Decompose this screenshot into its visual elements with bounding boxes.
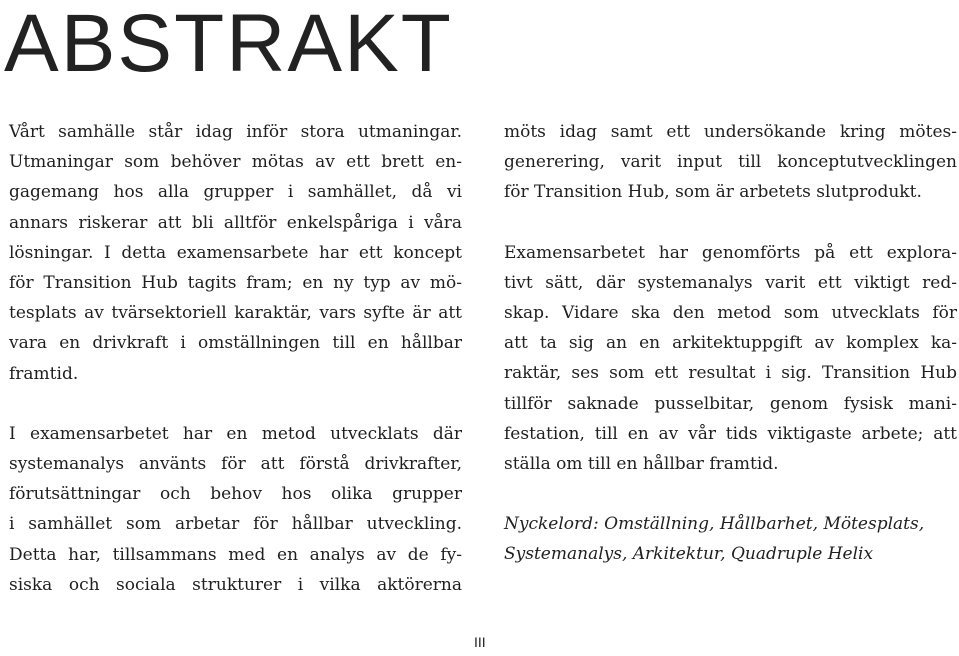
text-line: Detta har, tillsammans med en analys av de fy- [9, 544, 462, 565]
text-line: gagemang hos alla grupper i samhället, då vi [9, 182, 462, 203]
text-line: annars riskerar att bli alltför enkelspåriga i våra [9, 212, 462, 233]
page-number: III [474, 634, 486, 650]
right-column [504, 117, 957, 570]
text-line: tesplats av tvärsektoriell karaktär, vars syfte är att [9, 303, 462, 324]
keywords-line: Systemanalys, Arkitektur, Quadruple Helix [504, 544, 874, 565]
text-line: för Transition Hub, som är arbetets slutprodukt. [504, 182, 922, 203]
text-line: festation, till en av vår tids viktigaste arbete; att [504, 423, 957, 444]
keywords [504, 509, 957, 569]
left-paragraph-2 [9, 419, 462, 600]
paragraph-gap [504, 208, 957, 238]
text-line: att ta sig an en arkitektuppgift av komplex ka- [504, 333, 957, 354]
text-line: I examensarbetet har en metod utvecklats där [9, 423, 462, 444]
text-line: generering, varit input till konceptutvecklingen [504, 152, 957, 173]
left-column [9, 117, 462, 600]
page-title: ABSTRAKT [4, 0, 453, 89]
text-line: framtid. [9, 363, 79, 384]
left-paragraph-1 [9, 117, 462, 389]
text-line: tivt sätt, där systemanalys varit ett viktigt red- [504, 272, 957, 293]
text-line: tillför saknade pusselbitar, genom fysisk mani- [504, 393, 957, 414]
text-line: Vårt samhälle står idag inför stora utmaningar. [9, 122, 462, 142]
text-line: ställa om till en hållbar framtid. [504, 454, 779, 475]
text-line: systemanalys använts för att förstå drivkrafter, [9, 454, 462, 475]
text-line: Examensarbetet har genomförts på ett explora- [504, 242, 957, 263]
text-line: Utmaningar som behöver mötas av ett brett en- [9, 152, 462, 173]
text-line: siska och sociala strukturer i vilka aktörerna [9, 574, 462, 595]
text-line: möts idag samt ett undersökande kring mötes- [504, 122, 957, 142]
right-paragraph-1 [504, 117, 957, 208]
paragraph-gap [504, 479, 957, 509]
right-paragraph-2 [504, 238, 957, 480]
text-line: vara en drivkraft i omställningen till en hållbar [9, 333, 462, 354]
text-line: raktär, ses som ett resultat i sig. Transition Hub [504, 363, 957, 384]
keywords-line: Nyckelord: Omställning, Hållbarhet, Mötesplats, [504, 514, 925, 535]
paragraph-gap [9, 389, 462, 419]
text-line: lösningar. I detta examensarbete har ett koncept [9, 242, 462, 263]
text-line: skap. Vidare ska den metod som utvecklats för [504, 303, 957, 324]
text-line: i samhället som arbetar för hållbar utveckling. [9, 514, 462, 535]
text-line: för Transition Hub tagits fram; en ny typ av mö- [9, 273, 462, 294]
text-line: förutsättningar och behov hos olika grupper [9, 484, 462, 505]
